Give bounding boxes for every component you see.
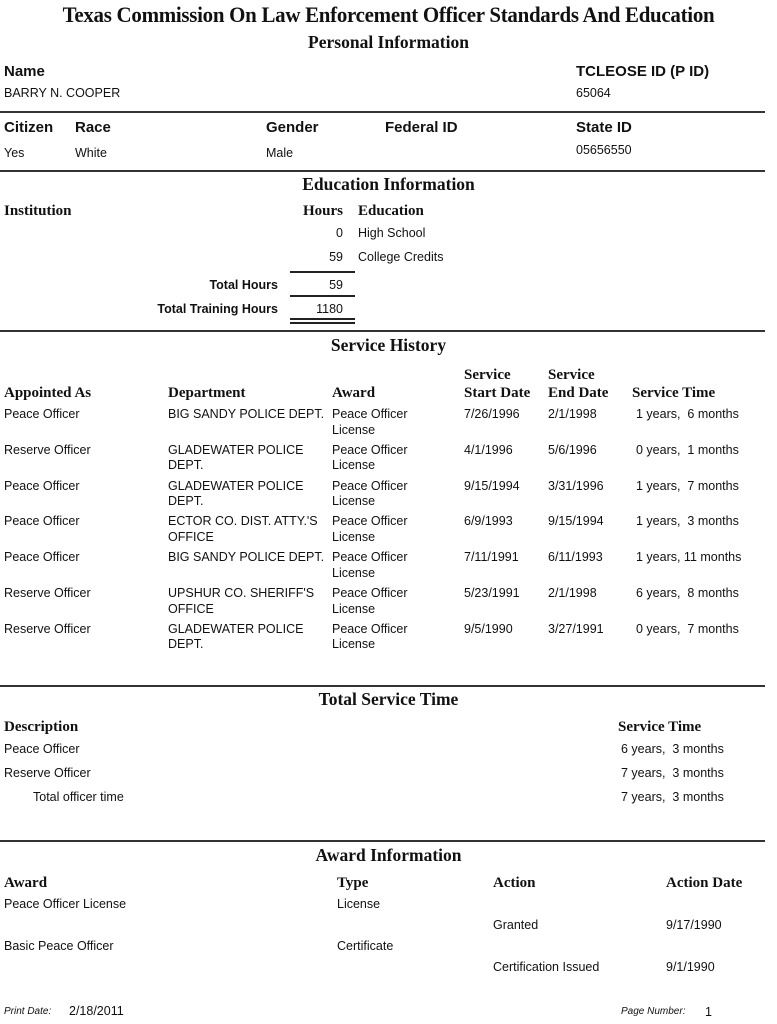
total-training-hours-label: Total Training Hours [157, 302, 278, 316]
appointed-as-cell: Peace Officer [4, 407, 80, 421]
end-date-cell: 9/15/1994 [548, 514, 604, 529]
award-action: Granted [493, 918, 539, 932]
award-col-header: Award [4, 875, 48, 891]
education-hours: 59 [329, 250, 343, 264]
race-value: White [75, 146, 107, 160]
total-officer-time-value: 7 years, 3 months [621, 790, 724, 804]
divider [0, 111, 765, 113]
department-cell: BIG SANDY POLICE DEPT. [168, 550, 325, 565]
service-time-cell: 6 years, 8 months [636, 586, 739, 600]
award-action-date: 9/1/1990 [666, 960, 715, 974]
department-cell: GLADEWATER POLICE DEPT. [168, 621, 304, 652]
total-officer-time-label: Total officer time [33, 790, 124, 804]
end-date-cell: 6/11/1993 [548, 550, 603, 565]
race-label: Race [75, 119, 111, 136]
award-action-date: 9/17/1990 [666, 918, 722, 932]
citizen-value: Yes [4, 146, 25, 160]
service-time-cell: 0 years, 7 months [636, 621, 739, 636]
department-header: Department [168, 385, 246, 401]
federal-id-label: Federal ID [385, 119, 458, 136]
state-id-label: State ID [576, 119, 632, 136]
hours-header: Hours [302, 203, 343, 219]
personal-section-title: Personal Information [308, 32, 469, 52]
award-cell: Peace Officer License [332, 621, 408, 652]
total-service-time: 7 years, 3 months [621, 766, 724, 780]
service-time-cell: 0 years, 1 months [636, 442, 739, 457]
department-cell: UPSHUR CO. SHERIFF'S OFFICE [168, 586, 315, 616]
institution-header: Institution [4, 203, 72, 219]
total-service-time-header: Service Time [618, 719, 702, 735]
total-hours-value: 59 [329, 278, 343, 292]
tcleose-id-label: TCLEOSE ID (P ID) [576, 63, 710, 80]
print-date-label: Print Date: [4, 1006, 52, 1017]
award-action: Certification Issued [493, 960, 600, 974]
start-date-cell: 9/15/1994 [464, 478, 520, 493]
gender-label: Gender [266, 119, 319, 136]
page-number-label: Page Number: [621, 1006, 686, 1017]
start-date-cell: 6/9/1993 [464, 514, 513, 529]
divider [0, 330, 765, 332]
gender-value: Male [266, 146, 294, 160]
total-service-time: 6 years, 3 months [621, 742, 724, 756]
service-history-section-title: Service History [330, 335, 447, 355]
award-cell: Peace Officer License [332, 550, 408, 580]
appointed-as-cell: Reserve Officer [4, 621, 91, 636]
page-number-value: 1 [705, 1005, 712, 1019]
divider [0, 685, 765, 687]
start-date-cell: 7/11/1991 [464, 550, 519, 565]
appointed-as-cell: Peace Officer [4, 550, 80, 565]
start-date-header-line1: Service [464, 367, 511, 383]
description-header: Description [4, 719, 79, 735]
end-date-header-line1: Service [548, 367, 595, 383]
award-header: Award [332, 385, 376, 401]
start-date-cell: 4/1/1996 [464, 442, 513, 457]
department-cell: BIG SANDY POLICE DEPT. [168, 407, 325, 421]
total-double-rule [290, 318, 355, 320]
start-date-cell: 9/5/1990 [464, 621, 513, 636]
total-double-rule [290, 322, 355, 324]
end-date-cell: 3/27/1991 [548, 621, 604, 636]
appointed-as-header: Appointed As [4, 385, 92, 401]
tcleose-id-value: 65064 [576, 86, 611, 100]
education-header: Education [358, 203, 424, 219]
award-cell: Peace Officer License [332, 514, 408, 544]
divider [0, 840, 765, 842]
subtotal-rule [290, 271, 355, 273]
service-time-cell: 1 years, 3 months [636, 514, 739, 529]
total-training-hours-value: 1180 [316, 302, 343, 316]
education-hours: 0 [336, 226, 343, 240]
education-section-title: Education Information [302, 174, 475, 194]
subtotal-rule [290, 295, 355, 297]
education-type: High School [358, 226, 426, 240]
print-date-value: 2/18/2011 [69, 1004, 124, 1018]
service-time-cell: 1 years, 7 months [636, 478, 739, 493]
name-value: BARRY N. COOPER [4, 86, 121, 100]
service-time-header: Service Time [632, 385, 716, 401]
document-title: Texas Commission On Law Enforcement Officer Standards And Education [62, 2, 715, 27]
end-date-cell: 5/6/1996 [548, 442, 597, 457]
award-type: Certificate [337, 939, 394, 953]
action-date-col-header: Action Date [666, 875, 743, 891]
type-col-header: Type [337, 875, 369, 891]
appointed-as-cell: Reserve Officer [4, 442, 91, 457]
action-col-header: Action [493, 875, 536, 891]
appointed-as-cell: Reserve Officer [4, 586, 91, 600]
start-date-header-line2: Start Date [464, 385, 531, 401]
total-service-section-title: Total Service Time [318, 689, 459, 709]
start-date-cell: 7/26/1996 [464, 407, 520, 421]
award-name: Peace Officer License [4, 897, 127, 911]
award-cell: Peace Officer License [332, 442, 408, 473]
citizen-label: Citizen [4, 119, 54, 136]
divider [0, 170, 765, 172]
award-cell: Peace Officer License [332, 478, 408, 509]
end-date-cell: 3/31/1996 [548, 478, 604, 493]
state-id-value: 05656550 [576, 143, 632, 157]
start-date-cell: 5/23/1991 [464, 586, 520, 600]
total-service-description: Reserve Officer [4, 766, 91, 780]
name-label: Name [4, 63, 45, 80]
end-date-cell: 2/1/1998 [548, 407, 597, 421]
award-cell: Peace Officer License [332, 407, 408, 437]
department-cell: GLADEWATER POLICE DEPT. [168, 478, 304, 509]
service-time-cell: 1 years, 11 months [636, 550, 742, 565]
education-type: College Credits [358, 250, 444, 264]
department-cell: GLADEWATER POLICE DEPT. [168, 442, 304, 473]
award-type: License [337, 897, 381, 911]
department-cell: ECTOR CO. DIST. ATTY.'S OFFICE [168, 514, 318, 544]
total-hours-label: Total Hours [209, 278, 278, 292]
award-cell: Peace Officer License [332, 586, 408, 616]
total-service-description: Peace Officer [4, 742, 80, 756]
appointed-as-cell: Peace Officer [4, 514, 80, 529]
appointed-as-cell: Peace Officer [4, 478, 80, 493]
award-section-title: Award Information [315, 845, 462, 865]
end-date-cell: 2/1/1998 [548, 586, 597, 600]
service-time-cell: 1 years, 6 months [636, 407, 739, 421]
end-date-header-line2: End Date [548, 385, 609, 401]
award-name: Basic Peace Officer [4, 939, 114, 953]
